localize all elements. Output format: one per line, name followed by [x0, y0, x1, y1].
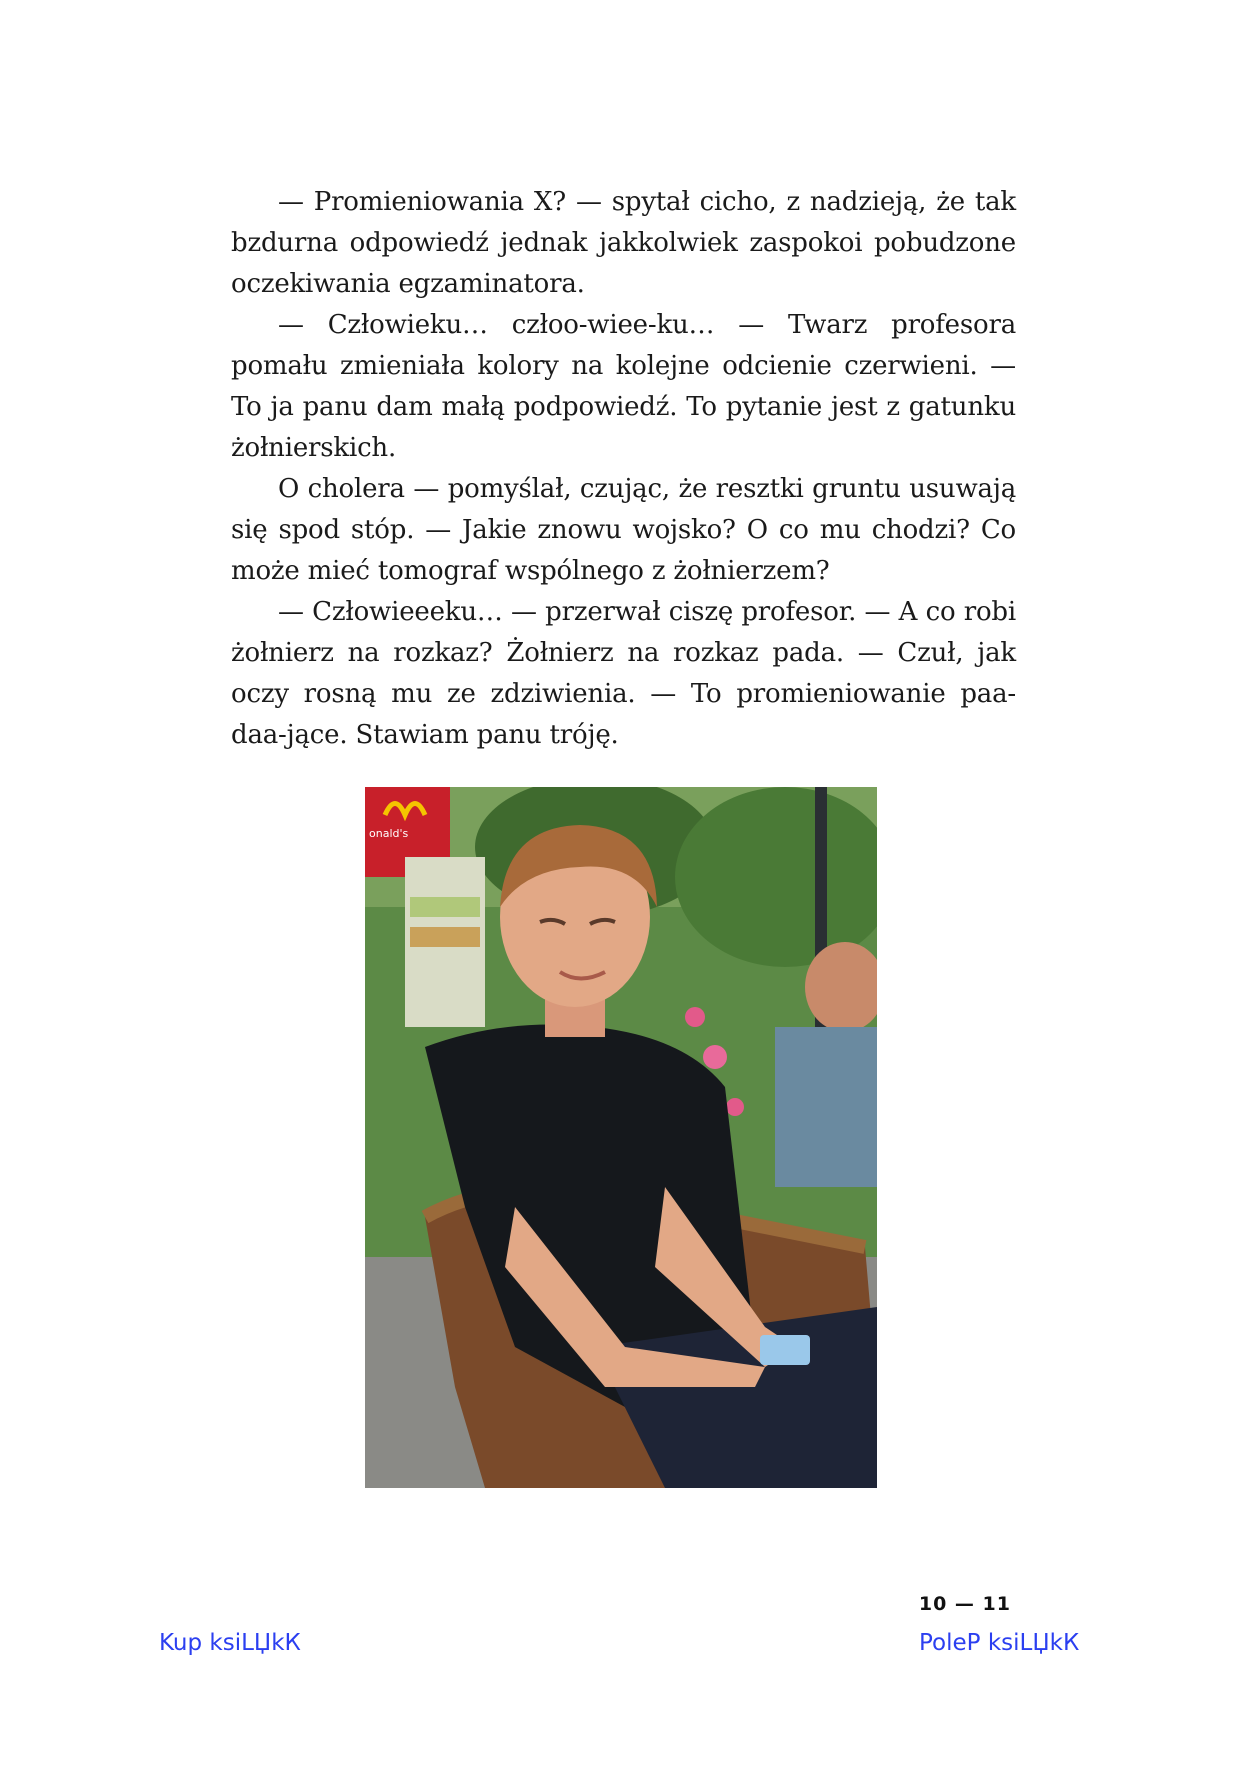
flower: [726, 1098, 744, 1116]
kiosk-sign-text: onald's: [369, 827, 409, 840]
photo-illustration: [365, 787, 877, 1488]
card: [760, 1335, 810, 1365]
bystander-body: [775, 1027, 877, 1187]
buy-book-link[interactable]: Kup ksiLЏkК: [159, 1630, 301, 1656]
flower: [703, 1045, 727, 1069]
body-text: [231, 182, 1016, 756]
paragraph: — Promieniowania X? — spytał cicho, z nadzieją, że tak bzdurna odpowiedź jednak jakkolwiek zaspokoi pobudzone oczekiwania egzaminatora.: [231, 187, 1016, 299]
paragraph: — Człowieku… człoo-wiee-ku… — Twarz profesora pomału zmieniała kolory na kolejne odcienie czerwieni. — To ja panu dam małą podpowiedź. To pytanie jest z gatunku żołnierskich.: [231, 310, 1016, 463]
kiosk-goods: [410, 927, 480, 947]
paragraph: — Człowieeeku… — przerwał ciszę profesor. — A co robi żołnierz na rozkaz? Żołnierz na rozkaz pada. — Czuł, jak oczy rosną mu ze zdziwienia. — To promieniowanie paa-daa-jące. Stawiam panu tróję.: [231, 597, 1016, 750]
recommend-book-link[interactable]: PoleР ksiLЏkК: [919, 1630, 1080, 1656]
photo-man-in-wicker-chair: [365, 787, 877, 1488]
page-number: 10 — 11: [918, 1593, 1011, 1615]
paragraph: O cholera — pomyślał, czując, że resztki gruntu usuwają się spod stóp. — Jakie znowu wojsko? O co mu chodzi? Co może mieć tomograf wspólnego z żołnierzem?: [231, 474, 1016, 586]
flower: [685, 1007, 705, 1027]
kiosk-goods: [410, 897, 480, 917]
